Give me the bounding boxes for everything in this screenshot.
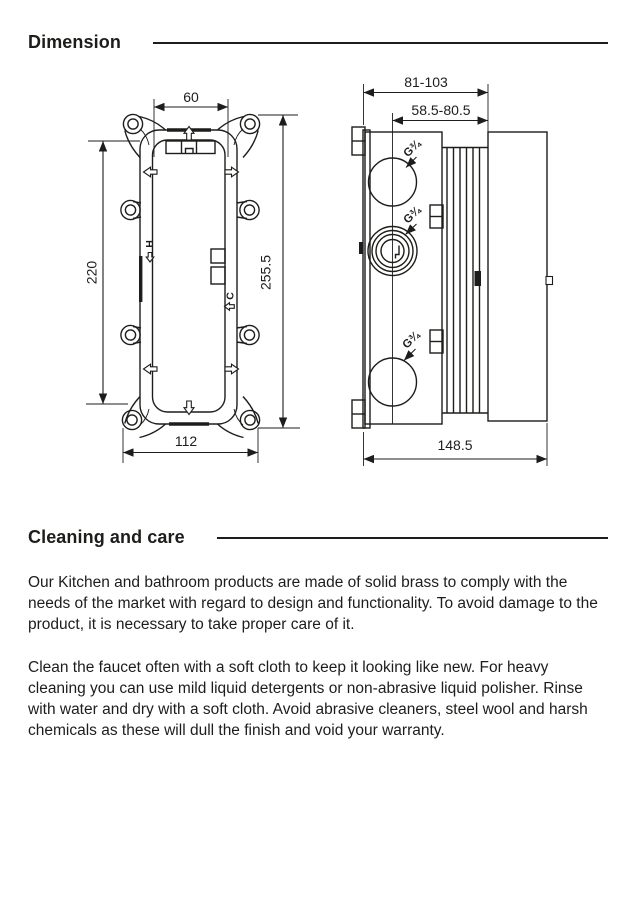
side-clip — [211, 249, 225, 263]
cold-arrow-icon — [225, 303, 235, 311]
top-terminal-blocks — [166, 141, 215, 154]
side-dimensions — [364, 74, 548, 466]
thread-label-bottom: G¾ — [400, 329, 423, 352]
cleaning-paragraph-2: Clean the faucet often with a soft cloth to keep it looking like new. For heavy cleaning you can use mild liquid detergents or non-abrasive liquid polisher. Rinse with water and dry with a soft cloth. Avoid abrasive cleaners, steel wool and harsh chemicals as these will dull the finish and void your warranty. — [28, 659, 588, 739]
valve-body — [365, 132, 442, 424]
ring-mark — [475, 271, 482, 286]
ear-top-right — [240, 114, 259, 133]
ear-mid-upper-left — [121, 200, 140, 219]
thread-label-top: G¾ — [401, 138, 424, 160]
ear-mid-lower-left — [121, 325, 140, 344]
cleaning-section-title: Cleaning and care — [28, 527, 185, 547]
plate-mark — [359, 242, 363, 254]
ear-mid-lower-right — [240, 325, 259, 344]
dim-label-total-depth: 148.5 — [437, 437, 473, 453]
side-clip — [211, 267, 225, 284]
dim-label-depth-range: 81-103 — [404, 74, 448, 90]
front-inner-opening — [153, 140, 226, 412]
dim-label-outer-width: 112 — [174, 433, 198, 449]
cold-port-label: C — [224, 292, 237, 300]
adjustment-rings — [442, 148, 488, 414]
cover-nub — [546, 277, 553, 285]
front-view-drawing — [84, 89, 301, 463]
ear-mid-upper-right — [240, 200, 259, 219]
thread-label-middle: G¾ — [401, 204, 424, 227]
dim-label-inner-width: 60 — [183, 89, 199, 105]
arrow-left-icon — [144, 364, 158, 374]
cleaning-body-text — [28, 572, 610, 741]
cleaning-section-rule — [217, 537, 608, 539]
side-view-drawing — [352, 74, 553, 466]
dim-label-cover-range: 58.5-80.5 — [411, 102, 471, 118]
arrow-left-icon — [144, 167, 158, 177]
cleaning-paragraph-1: Our Kitchen and bathroom products are made of solid brass to comply with the needs of the market with regard to design and functionality. To avoid damage to the product, it is necessary to take proper care of it. — [28, 574, 598, 633]
dim-label-height: 255.5 — [257, 254, 274, 291]
cleaning-section-header — [28, 527, 608, 548]
ear-top-left — [123, 114, 142, 133]
dimension-section-title: Dimension — [28, 32, 121, 52]
protective-cover — [488, 132, 547, 421]
dim-label-hole-spacing: 220 — [83, 260, 100, 285]
hot-port-label: H — [144, 240, 156, 248]
